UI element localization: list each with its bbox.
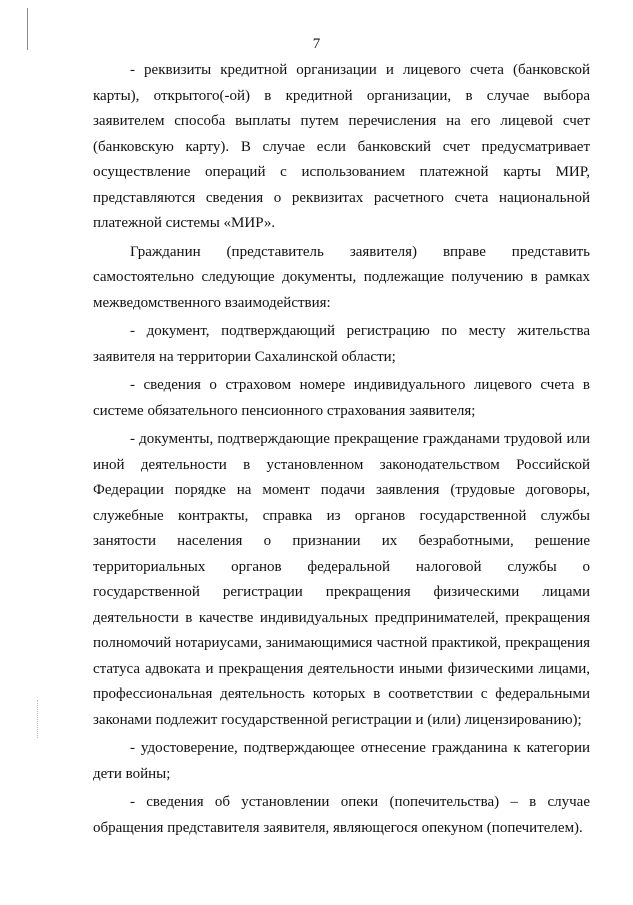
scan-margin-dots bbox=[37, 700, 39, 738]
document-body bbox=[93, 58, 590, 844]
page-number: 7 bbox=[312, 36, 321, 52]
paragraph-registration-document: - документ, подтверждающий регистрацию по месту жительства заявителя на территории Сахалинской области; bbox=[93, 323, 590, 365]
paragraph-insurance-number: - сведения о страховом номере индивидуального лицевого счета в системе обязательного пенсионного страхования заявителя; bbox=[93, 377, 590, 419]
paragraph-termination-documents: - документы, подтверждающие прекращение гражданами трудовой или иной деятельности в установленном законодательством Российской Федерации порядке на момент подачи заявления (трудовые договоры, служебные контракты, справка из органов государственной службы занятости населения о признании их безработными, решение территориальных органов федеральной налоговой службы о государственной регистрации прекращения физическими лицами деятельности в качестве индивидуальных предпринимателей, прекращения полномочий нотариусами, занимающимися частной практикой, прекращения статуса адвоката и прекращения деятельности иными физическими лицами, профессиональная деятельность которых в соответствии с федеральными законами подлежит государственной регистрации и (или) лицензированию); bbox=[93, 431, 590, 728]
paragraph-guardianship: - сведения об установлении опеки (попечительства) – в случае обращения представителя заявителя, являющегося опекуном (попечителем). bbox=[93, 794, 590, 836]
paragraph-certificate: - удостоверение, подтверждающее отнесение гражданина к категории дети войны; bbox=[93, 740, 590, 782]
paragraph-bank-details: - реквизиты кредитной организации и лицевого счета (банковской карты), открытого(-ой) в кредитной организации, в случае выбора заявителем способа выплаты путем перечисления на его лицевой счет (банковскую карту). В случае если банковский счет предусматривает осуществление операций с использованием платежной карты МИР, представляются сведения о реквизитах расчетного счета национальной платежной системы «МИР». bbox=[93, 62, 590, 231]
paragraph-citizen-right: Гражданин (представитель заявителя) вправе представить самостоятельно следующие документы, подлежащие получению в рамках межведомственного взаимодействия: bbox=[93, 243, 590, 311]
